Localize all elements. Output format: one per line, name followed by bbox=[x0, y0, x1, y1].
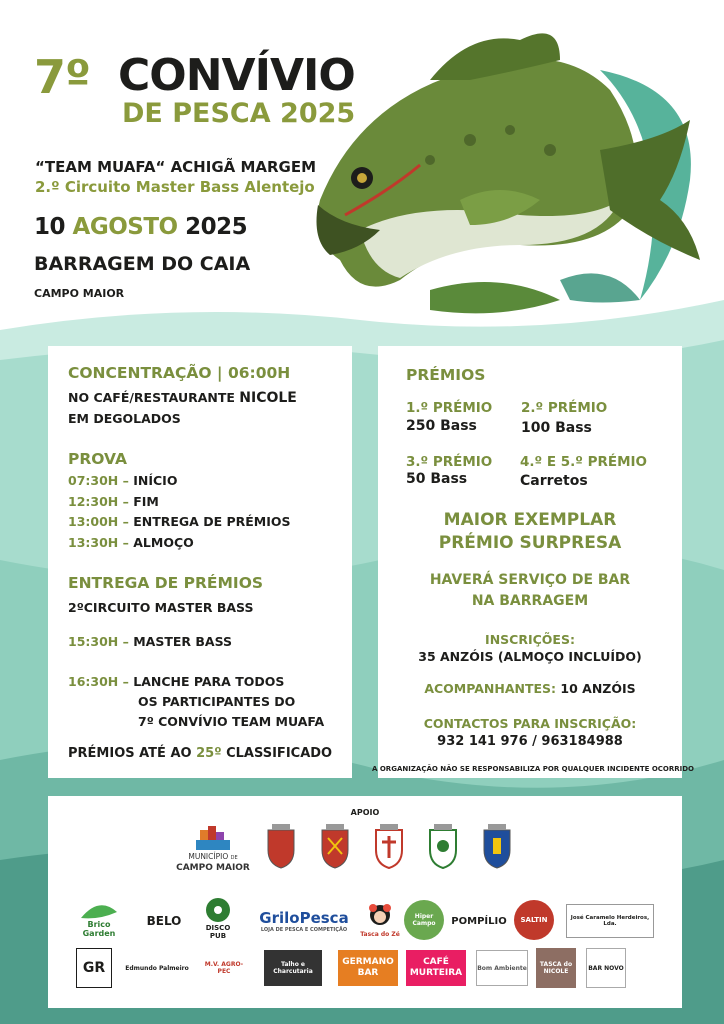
concentracao-prefix: NO CAFÉ/RESTAURANTE bbox=[68, 390, 240, 405]
master-time: 15:30H bbox=[68, 634, 119, 649]
sponsor-logo: TASCA do NICOLE bbox=[536, 948, 576, 988]
sponsor-name: GriloPesca bbox=[259, 909, 349, 927]
sponsor-logo: GR bbox=[76, 948, 112, 988]
prova-item bbox=[68, 473, 177, 488]
prize-value: Carretos bbox=[520, 473, 588, 489]
sponsor-logo: BELO bbox=[146, 914, 182, 928]
prova-item bbox=[68, 494, 159, 509]
prova-label: INÍCIO bbox=[133, 473, 178, 488]
prova-title: PROVA bbox=[68, 450, 127, 468]
disc-icon bbox=[204, 896, 232, 924]
prize-place: 2.º PRÉMIO bbox=[521, 400, 608, 416]
sponsor-logo: Bom Ambiente bbox=[476, 950, 528, 986]
inscricoes-title: INSCRIÇÕES: bbox=[485, 632, 575, 647]
prova-item bbox=[68, 535, 194, 550]
sponsor-logo: Edmundo Palmeiro bbox=[125, 964, 189, 972]
sponsor-logo: M.V. AGRO-PEC bbox=[204, 961, 244, 975]
sponsor-logo: Talho e Charcutaria bbox=[264, 950, 322, 986]
parish-crest-icon bbox=[370, 824, 408, 870]
master-label: MASTER BASS bbox=[133, 634, 233, 649]
contactos-title: CONTACTOS PARA INSCRIÇÃO: bbox=[423, 716, 637, 731]
parish-crest-icon bbox=[262, 824, 300, 870]
disclaimer: A ORGANIZAÇÃO NÃO SE RESPONSABILIZA POR QUALQUER INCIDENTE OCORRIDO bbox=[372, 765, 695, 773]
parish-crest-icon bbox=[316, 824, 354, 870]
concentracao-line-1 bbox=[68, 390, 297, 406]
entrega-title: ENTREGA DE PRÉMIOS bbox=[68, 574, 264, 592]
prova-time: 07:30H bbox=[68, 473, 119, 488]
municipio-line-2: CAMPO MAIOR bbox=[176, 863, 250, 873]
entrega-subtitle: 2ºCIRCUITO MASTER BASS bbox=[68, 600, 254, 615]
municipio-line-1 bbox=[168, 852, 258, 861]
event-date bbox=[34, 214, 247, 240]
sponsor-logo: BAR NOVO bbox=[586, 948, 626, 988]
castle-icon bbox=[168, 822, 258, 856]
maior-exemplar: MAIOR EXEMPLAR bbox=[443, 510, 617, 530]
event-subtitle: DE PESCA 2025 bbox=[122, 98, 356, 129]
premios-classificado bbox=[68, 746, 332, 761]
prova-label: FIM bbox=[133, 494, 159, 509]
sponsors-panel bbox=[48, 796, 682, 1008]
prize-value: 250 Bass bbox=[406, 418, 477, 434]
prova-sep: – bbox=[118, 535, 134, 550]
date-day: 10 bbox=[34, 214, 66, 240]
sponsor-name: Brico Garden bbox=[82, 920, 116, 938]
sponsor-logo bbox=[360, 898, 400, 942]
prize-value: 50 Bass bbox=[406, 471, 468, 487]
premios-prefix: PRÉMIOS ATÉ AO bbox=[68, 746, 197, 761]
sponsor-logo bbox=[252, 904, 356, 938]
prova-label: ALMOÇO bbox=[133, 535, 194, 550]
circuit-name: 2.º Circuito Master Bass Alentejo bbox=[35, 178, 315, 196]
inscricoes-value: 35 ANZÓIS (ALMOÇO INCLUÍDO) bbox=[418, 649, 642, 664]
bar-service-line-1: HAVERÁ SERVIÇO DE BAR bbox=[429, 572, 631, 588]
concentracao-venue: NICOLE bbox=[239, 390, 297, 406]
sponsor-logo bbox=[198, 896, 238, 940]
concentracao-line-2: EM DEGOLADOS bbox=[68, 411, 181, 426]
date-year: 2025 bbox=[185, 214, 248, 240]
prova-sep: – bbox=[118, 473, 134, 488]
prize-value: 100 Bass bbox=[521, 420, 592, 436]
premios-rank: 25º bbox=[196, 746, 222, 761]
premios-suffix: CLASSIFICADO bbox=[221, 746, 333, 761]
event-place: BARRAGEM DO CAIA bbox=[34, 253, 251, 275]
sponsor-logo: SALTIN bbox=[514, 900, 554, 940]
apoio-title: APOIO bbox=[350, 808, 380, 817]
prizes-panel bbox=[378, 346, 682, 778]
sponsor-logo: GERMANO BAR bbox=[338, 950, 398, 986]
date-month: AGOSTO bbox=[72, 214, 178, 240]
lanche-line-3: 7º CONVÍVIO TEAM MUAFA bbox=[138, 714, 325, 729]
prova-sep: – bbox=[118, 494, 134, 509]
prova-sep: – bbox=[118, 514, 134, 529]
prova-item bbox=[68, 514, 291, 529]
sponsor-logo: POMPÍLIO bbox=[451, 915, 507, 927]
lanche-time: 16:30H bbox=[68, 674, 119, 689]
edition-number: 7º bbox=[34, 50, 90, 104]
prova-label: ENTREGA DE PRÉMIOS bbox=[133, 514, 291, 529]
lanche-line-1: LANCHE PARA TODOS bbox=[133, 674, 285, 689]
acompanhantes-label: ACOMPANHANTES: bbox=[424, 681, 557, 696]
contactos-value: 932 141 976 / 963184988 bbox=[437, 734, 623, 749]
parish-crest-icon bbox=[478, 824, 516, 870]
team-name: “TEAM MUAFA“ ACHIGÃ MARGEM bbox=[35, 158, 317, 176]
sponsor-name: DISCO PUB bbox=[205, 924, 231, 940]
parish-crest-icon bbox=[424, 824, 462, 870]
concentracao-title: CONCENTRAÇÃO | 06:00H bbox=[68, 364, 291, 382]
sponsor-name: Tasca do Zé bbox=[360, 930, 400, 938]
prize-place: 4.º E 5.º PRÉMIO bbox=[520, 454, 648, 470]
event-town: CAMPO MAIOR bbox=[34, 287, 125, 300]
lanche-item: 16:30H – LANCHE PARA TODOS bbox=[68, 674, 285, 689]
premios-title: PRÉMIOS bbox=[406, 366, 486, 384]
acompanhantes bbox=[378, 681, 682, 696]
prova-time: 12:30H bbox=[68, 494, 119, 509]
prize-place: 1.º PRÉMIO bbox=[406, 400, 493, 416]
prova-time: 13:00H bbox=[68, 514, 119, 529]
fish-illustration bbox=[317, 33, 701, 313]
event-title: CONVÍVIO bbox=[118, 50, 355, 101]
sponsor-logo: Hiper Campo bbox=[404, 900, 444, 940]
leaf-icon bbox=[79, 902, 119, 920]
municipio-logo bbox=[168, 822, 258, 878]
acompanhantes-value: 10 ANZÓIS bbox=[560, 681, 636, 696]
premio-surpresa: PRÉMIO SURPRESA bbox=[438, 533, 622, 553]
municipio-of: DE bbox=[230, 855, 238, 861]
sponsor-logo: José Caramelo Herdeiros, Lda. bbox=[566, 904, 654, 938]
sponsor-sub: LOJA DE PESCA E COMPETIÇÃO bbox=[260, 927, 348, 933]
prize-place: 3.º PRÉMIO bbox=[406, 454, 493, 470]
portrait-icon bbox=[367, 903, 393, 931]
bar-service-line-2: NA BARRAGEM bbox=[471, 593, 589, 609]
schedule-panel bbox=[48, 346, 352, 778]
sponsor-logo bbox=[70, 900, 128, 940]
sponsor-logo: CAFÉ MURTEIRA bbox=[406, 950, 466, 986]
municipio-word: MUNICÍPIO bbox=[188, 852, 229, 861]
master-bass-item: 15:30H – MASTER BASS bbox=[68, 634, 233, 649]
lanche-line-2: OS PARTICIPANTES DO bbox=[138, 694, 296, 709]
prova-time: 13:30H bbox=[68, 535, 119, 550]
